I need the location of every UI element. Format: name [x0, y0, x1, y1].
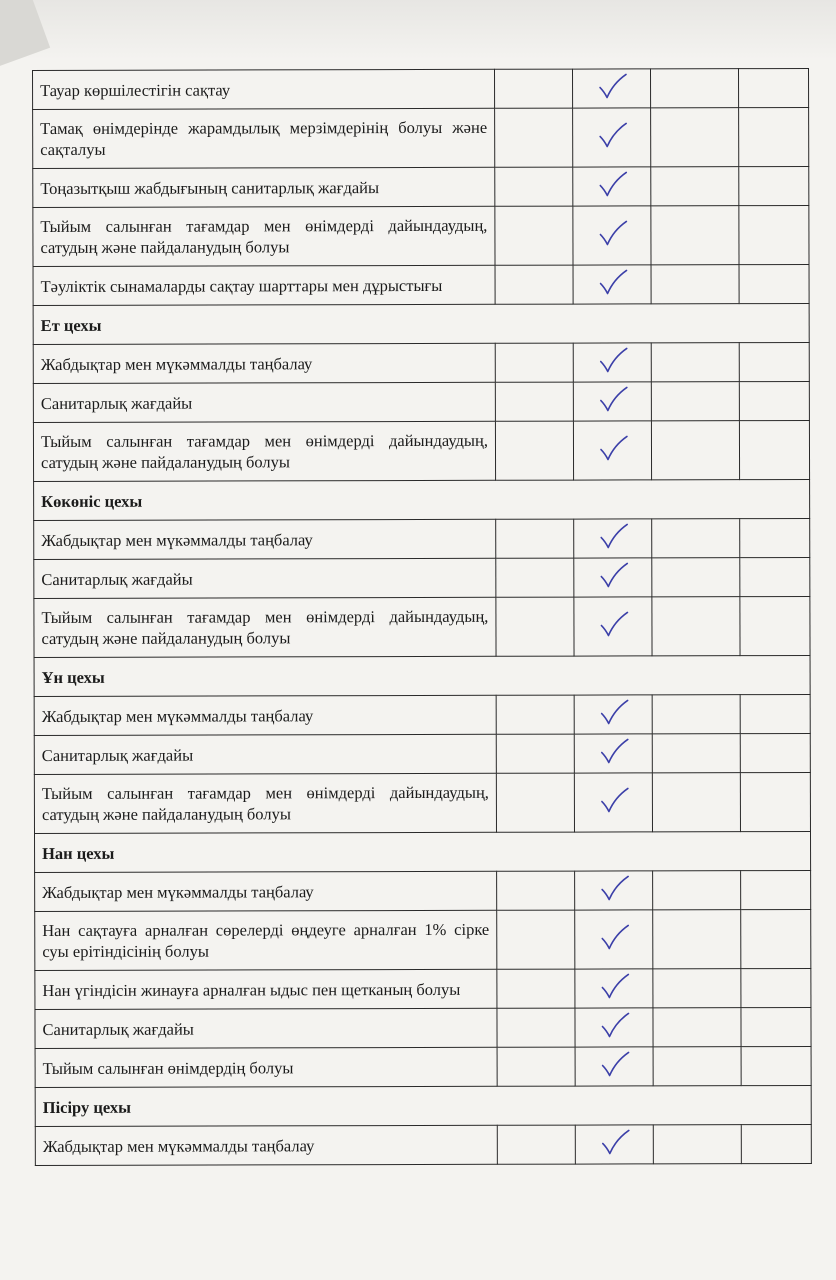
mark-cell-2	[575, 1047, 653, 1086]
mark-cell-1	[495, 265, 573, 304]
checkmark-icon	[597, 1010, 631, 1040]
checklist-row	[35, 870, 811, 911]
mark-cell-2	[573, 206, 651, 265]
checklist-body	[33, 68, 812, 1165]
page-top-shadow	[0, 0, 836, 60]
mark-cell-4	[741, 909, 811, 968]
mark-cell-2	[574, 597, 652, 656]
section-header-row	[33, 303, 809, 344]
mark-cell-1	[496, 519, 574, 558]
checklist-table	[32, 68, 812, 1166]
requirement-text: Нан үгіндісін жинауға арналған ыдыс пен щетканың болуы	[35, 969, 497, 1009]
mark-cell-1	[495, 206, 573, 265]
mark-cell-1	[497, 1125, 575, 1164]
mark-cell-4	[741, 870, 811, 909]
checklist-row	[33, 205, 809, 266]
section-header-row	[35, 1085, 811, 1126]
section-title: Ұн цехы	[34, 655, 810, 696]
requirement-text: Жабдықтар мен мүкәммалды таңбалау	[34, 695, 496, 735]
mark-cell-3	[651, 343, 739, 382]
section-title: Пісіру цехы	[35, 1085, 811, 1126]
checkmark-icon	[596, 609, 630, 639]
mark-cell-3	[652, 695, 740, 734]
mark-cell-4	[739, 420, 809, 479]
mark-cell-1	[497, 1008, 575, 1047]
checklist-row	[34, 518, 810, 559]
mark-cell-4	[739, 205, 809, 264]
checkmark-icon	[595, 71, 629, 101]
mark-cell-4	[739, 166, 809, 205]
mark-cell-2	[575, 1008, 653, 1047]
mark-cell-4	[738, 68, 808, 107]
mark-cell-3	[653, 1047, 741, 1086]
requirement-text: Тоңазытқыш жабдығының санитарлық жағдайы	[33, 167, 495, 207]
requirement-text: Тамақ өнімдерінде жарамдылық мерзімдерінің болуы және сақталуы	[33, 108, 495, 168]
mark-cell-2	[574, 558, 652, 597]
mark-cell-2	[574, 695, 652, 734]
checkmark-icon	[596, 697, 630, 727]
mark-cell-1	[496, 597, 574, 656]
mark-cell-4	[739, 107, 809, 166]
section-header-row	[34, 479, 810, 520]
checkmark-icon	[597, 1049, 631, 1079]
mark-cell-1	[496, 558, 574, 597]
mark-cell-4	[741, 1046, 811, 1085]
mark-cell-3	[652, 519, 740, 558]
mark-cell-1	[496, 695, 574, 734]
checkmark-icon	[596, 521, 630, 551]
mark-cell-2	[575, 969, 653, 1008]
mark-cell-2	[573, 108, 651, 167]
section-title: Көкөніс цехы	[34, 479, 810, 520]
requirement-text: Тауар көршілестігін сақтау	[33, 69, 495, 109]
mark-cell-3	[652, 597, 740, 656]
checklist-row	[33, 342, 809, 383]
mark-cell-4	[739, 342, 809, 381]
checklist-row	[34, 772, 810, 833]
checkmark-icon	[595, 433, 629, 463]
mark-cell-1	[495, 167, 573, 206]
requirement-text: Тыйым салынған тағамдар мен өнімдерді дайындаудың, сатудың және пайдаланудың болуы	[34, 597, 496, 657]
mark-cell-3	[651, 265, 739, 304]
mark-cell-2	[573, 343, 651, 382]
mark-cell-1	[494, 69, 572, 108]
mark-cell-1	[495, 108, 573, 167]
mark-cell-3	[653, 910, 741, 969]
checklist-row	[33, 420, 809, 481]
checkmark-icon	[597, 1127, 631, 1157]
section-header-row	[34, 655, 810, 696]
mark-cell-2	[574, 773, 652, 832]
mark-cell-1	[496, 734, 574, 773]
section-title: Ет цехы	[33, 303, 809, 344]
mark-cell-3	[651, 108, 739, 167]
mark-cell-3	[653, 1008, 741, 1047]
section-title: Нан цехы	[34, 831, 810, 872]
mark-cell-2	[573, 382, 651, 421]
mark-cell-4	[740, 733, 810, 772]
mark-cell-2	[575, 1125, 653, 1164]
requirement-text: Санитарлық жағдайы	[35, 1008, 497, 1048]
mark-cell-4	[741, 968, 811, 1007]
mark-cell-3	[651, 382, 739, 421]
mark-cell-4	[740, 557, 810, 596]
requirement-text: Жабдықтар мен мүкәммалды таңбалау	[34, 519, 496, 559]
checklist-row	[35, 1007, 811, 1048]
mark-cell-4	[740, 518, 810, 557]
mark-cell-1	[495, 421, 573, 480]
checkmark-icon	[597, 873, 631, 903]
mark-cell-2	[573, 265, 651, 304]
mark-cell-4	[740, 596, 810, 655]
mark-cell-4	[741, 1124, 811, 1163]
mark-cell-3	[651, 206, 739, 265]
checklist-row	[35, 909, 811, 970]
checklist-row	[33, 166, 809, 207]
mark-cell-2	[573, 421, 651, 480]
requirement-text: Тыйым салынған тағамдар мен өнімдерді дайындаудың, сатудың және пайдаланудың болуы	[33, 206, 495, 266]
mark-cell-2	[572, 69, 650, 108]
mark-cell-3	[653, 1125, 741, 1164]
checkmark-icon	[595, 218, 629, 248]
mark-cell-4	[739, 264, 809, 303]
mark-cell-3	[653, 969, 741, 1008]
mark-cell-2	[573, 167, 651, 206]
checkmark-icon	[595, 345, 629, 375]
checklist-row	[34, 596, 810, 657]
mark-cell-4	[739, 381, 809, 420]
checklist-row	[35, 1124, 811, 1165]
requirement-text: Тыйым салынған тағамдар мен өнімдерді дайындаудың, сатудың және пайдаланудың болуы	[33, 421, 495, 481]
requirement-text: Жабдықтар мен мүкәммалды таңбалау	[35, 1125, 497, 1165]
checkmark-icon	[596, 560, 630, 590]
requirement-text: Санитарлық жағдайы	[33, 382, 495, 422]
checklist-row	[33, 264, 809, 305]
mark-cell-2	[575, 871, 653, 910]
checklist-row	[35, 1046, 811, 1087]
mark-cell-3	[650, 69, 738, 108]
checklist-row	[34, 733, 810, 774]
requirement-text: Санитарлық жағдайы	[34, 558, 496, 598]
checkmark-icon	[597, 922, 631, 952]
mark-cell-1	[495, 382, 573, 421]
checkmark-icon	[595, 169, 629, 199]
requirement-text: Санитарлық жағдайы	[34, 734, 496, 774]
checklist-row	[33, 107, 809, 168]
mark-cell-3	[652, 773, 740, 832]
checkmark-icon	[595, 120, 629, 150]
checklist-row	[33, 381, 809, 422]
mark-cell-1	[497, 969, 575, 1008]
mark-cell-3	[653, 871, 741, 910]
requirement-text: Жабдықтар мен мүкәммалды таңбалау	[35, 871, 497, 911]
checkmark-icon	[595, 384, 629, 414]
mark-cell-4	[740, 772, 810, 831]
mark-cell-2	[574, 519, 652, 558]
requirement-text: Тыйым салынған тағамдар мен өнімдерді дайындаудың, сатудың және пайдаланудың болуы	[34, 773, 496, 833]
requirement-text: Тыйым салынған өнімдердің болуы	[35, 1047, 497, 1087]
mark-cell-2	[575, 910, 653, 969]
checkmark-icon	[595, 267, 629, 297]
checklist-row	[34, 557, 810, 598]
mark-cell-3	[652, 734, 740, 773]
section-header-row	[34, 831, 810, 872]
requirement-text: Тәуліктік сынамаларды сақтау шарттары мен дұрыстығы	[33, 265, 495, 305]
requirement-text: Нан сақтауға арналған сөрелерді өңдеуге арналған 1% сірке суы ерітіндісінің болуы	[35, 910, 497, 970]
mark-cell-1	[497, 910, 575, 969]
mark-cell-1	[496, 773, 574, 832]
checklist-row	[33, 68, 809, 109]
mark-cell-4	[740, 694, 810, 733]
mark-cell-1	[497, 871, 575, 910]
requirement-text: Жабдықтар мен мүкәммалды таңбалау	[33, 343, 495, 383]
checkmark-icon	[596, 785, 630, 815]
mark-cell-4	[741, 1007, 811, 1046]
checklist-row	[34, 694, 810, 735]
mark-cell-3	[651, 421, 739, 480]
checkmark-icon	[596, 736, 630, 766]
checklist-row	[35, 968, 811, 1009]
mark-cell-1	[497, 1047, 575, 1086]
mark-cell-1	[495, 343, 573, 382]
mark-cell-3	[651, 167, 739, 206]
checkmark-icon	[597, 971, 631, 1001]
mark-cell-3	[652, 558, 740, 597]
mark-cell-2	[574, 734, 652, 773]
